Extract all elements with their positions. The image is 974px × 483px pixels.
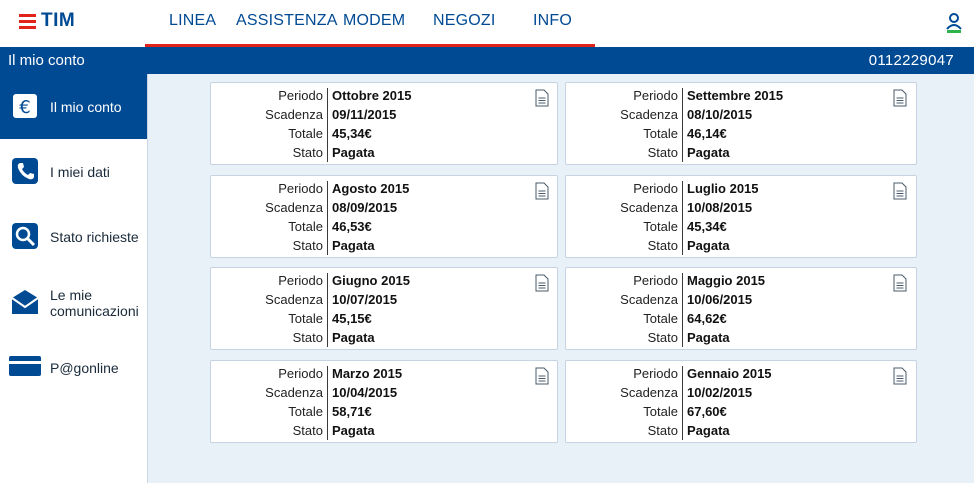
period-label: Periodo [278, 273, 323, 288]
envelope-icon [11, 288, 39, 316]
nav-tab-linea[interactable]: LINEA [169, 12, 217, 29]
top-navigation-bar [0, 0, 974, 47]
status-value: Pagata [687, 423, 730, 438]
status-label: Stato [292, 423, 323, 438]
nav-tab-negozi[interactable]: NEGOZI [433, 12, 496, 29]
status-label: Stato [647, 423, 678, 438]
total-value: 45,34€ [687, 219, 727, 234]
status-value: Pagata [332, 423, 375, 438]
period-value: Luglio 2015 [687, 181, 759, 196]
due-value: 10/02/2015 [687, 385, 753, 400]
period-value: Giugno 2015 [332, 273, 411, 288]
sidebar-item-i-miei-dati[interactable] [0, 139, 147, 204]
status-label: Stato [647, 330, 678, 345]
due-label: Scadenza [265, 292, 323, 307]
bill-card[interactable] [210, 360, 558, 443]
due-value: 10/06/2015 [687, 292, 753, 307]
document-icon[interactable] [535, 182, 549, 200]
total-label: Totale [288, 219, 323, 234]
euro-icon [11, 92, 39, 120]
status-value: Pagata [687, 330, 730, 345]
nav-tab-modem[interactable]: MODEM [343, 12, 406, 29]
bill-card[interactable] [565, 82, 917, 165]
document-icon[interactable] [893, 89, 907, 107]
period-label: Periodo [278, 181, 323, 196]
status-value: Pagata [332, 238, 375, 253]
document-icon[interactable] [535, 274, 549, 292]
status-value: Pagata [687, 145, 730, 160]
due-label: Scadenza [265, 385, 323, 400]
total-label: Totale [288, 126, 323, 141]
status-value: Pagata [687, 238, 730, 253]
period-value: Agosto 2015 [332, 181, 410, 196]
svg-text:€: € [19, 97, 31, 118]
period-label: Periodo [278, 88, 323, 103]
bills-grid [148, 74, 974, 483]
sidebar-item-le-mie-comunicazioni[interactable] [0, 269, 147, 334]
document-icon[interactable] [893, 182, 907, 200]
period-value: Marzo 2015 [332, 366, 403, 381]
due-label: Scadenza [620, 385, 678, 400]
total-label: Totale [643, 404, 678, 419]
total-value: 46,14€ [687, 126, 727, 141]
period-label: Periodo [633, 273, 678, 288]
brand-name: TIM [41, 10, 76, 31]
due-label: Scadenza [620, 292, 678, 307]
total-value: 67,60€ [687, 404, 727, 419]
bill-card[interactable] [210, 267, 558, 350]
status-label: Stato [647, 145, 678, 160]
sidebar-item-stato-richieste[interactable] [0, 204, 147, 269]
due-value: 10/04/2015 [332, 385, 398, 400]
total-label: Totale [643, 311, 678, 326]
due-label: Scadenza [620, 107, 678, 122]
due-value: 08/10/2015 [687, 107, 753, 122]
document-icon[interactable] [893, 274, 907, 292]
sidebar-item-pagonline[interactable] [0, 334, 147, 399]
total-label: Totale [288, 404, 323, 419]
bill-card[interactable] [210, 175, 558, 258]
total-value: 45,15€ [332, 311, 372, 326]
bill-card[interactable] [565, 267, 917, 350]
period-value: Maggio 2015 [687, 273, 766, 288]
status-value: Pagata [332, 145, 375, 160]
due-value: 10/07/2015 [332, 292, 398, 307]
bill-card[interactable] [565, 360, 917, 443]
due-value: 10/08/2015 [687, 200, 753, 215]
period-label: Periodo [633, 181, 678, 196]
total-label: Totale [288, 311, 323, 326]
due-value: 08/09/2015 [332, 200, 398, 215]
nav-tab-info[interactable]: INFO [533, 12, 573, 29]
period-value: Ottobre 2015 [332, 88, 412, 103]
due-value: 09/11/2015 [332, 107, 397, 122]
total-value: 64,62€ [687, 311, 727, 326]
sidebar-item-label: P@gonline [50, 360, 119, 376]
sidebar [0, 74, 148, 483]
tim-logo[interactable] [19, 10, 75, 32]
tim-logo-mark-icon [19, 14, 36, 29]
page-title: Il mio conto [8, 52, 85, 69]
status-label: Stato [292, 330, 323, 345]
magnifier-icon [11, 222, 39, 250]
sidebar-item-label: Stato richieste [50, 229, 139, 245]
period-value: Gennaio 2015 [687, 366, 772, 381]
user-icon[interactable] [945, 12, 963, 34]
nav-tab-assistenza[interactable]: ASSISTENZA [236, 12, 338, 29]
period-label: Periodo [278, 366, 323, 381]
account-header [0, 47, 974, 74]
card-icon [9, 354, 41, 378]
total-value: 46,53€ [332, 219, 372, 234]
period-label: Periodo [633, 366, 678, 381]
status-label: Stato [647, 238, 678, 253]
document-icon[interactable] [535, 89, 549, 107]
period-label: Periodo [633, 88, 678, 103]
due-label: Scadenza [620, 200, 678, 215]
period-value: Settembre 2015 [687, 88, 784, 103]
sidebar-item-label: Il mio conto [50, 99, 122, 115]
total-label: Totale [643, 126, 678, 141]
due-label: Scadenza [265, 200, 323, 215]
document-icon[interactable] [893, 367, 907, 385]
phone-number: 0112229047 [868, 52, 954, 69]
total-label: Totale [643, 219, 678, 234]
status-value: Pagata [332, 330, 375, 345]
due-label: Scadenza [265, 107, 323, 122]
total-value: 58,71€ [332, 404, 372, 419]
phone-icon [11, 157, 39, 185]
total-value: 45,34€ [332, 126, 372, 141]
bill-card[interactable] [565, 175, 917, 258]
status-label: Stato [292, 145, 323, 160]
sidebar-item-label: I miei dati [50, 164, 110, 180]
document-icon[interactable] [535, 367, 549, 385]
status-label: Stato [292, 238, 323, 253]
sidebar-item-il-mio-conto[interactable] [0, 74, 147, 139]
bill-card[interactable] [210, 82, 558, 165]
sidebar-item-label: Le mie comunicazioni [50, 287, 139, 319]
